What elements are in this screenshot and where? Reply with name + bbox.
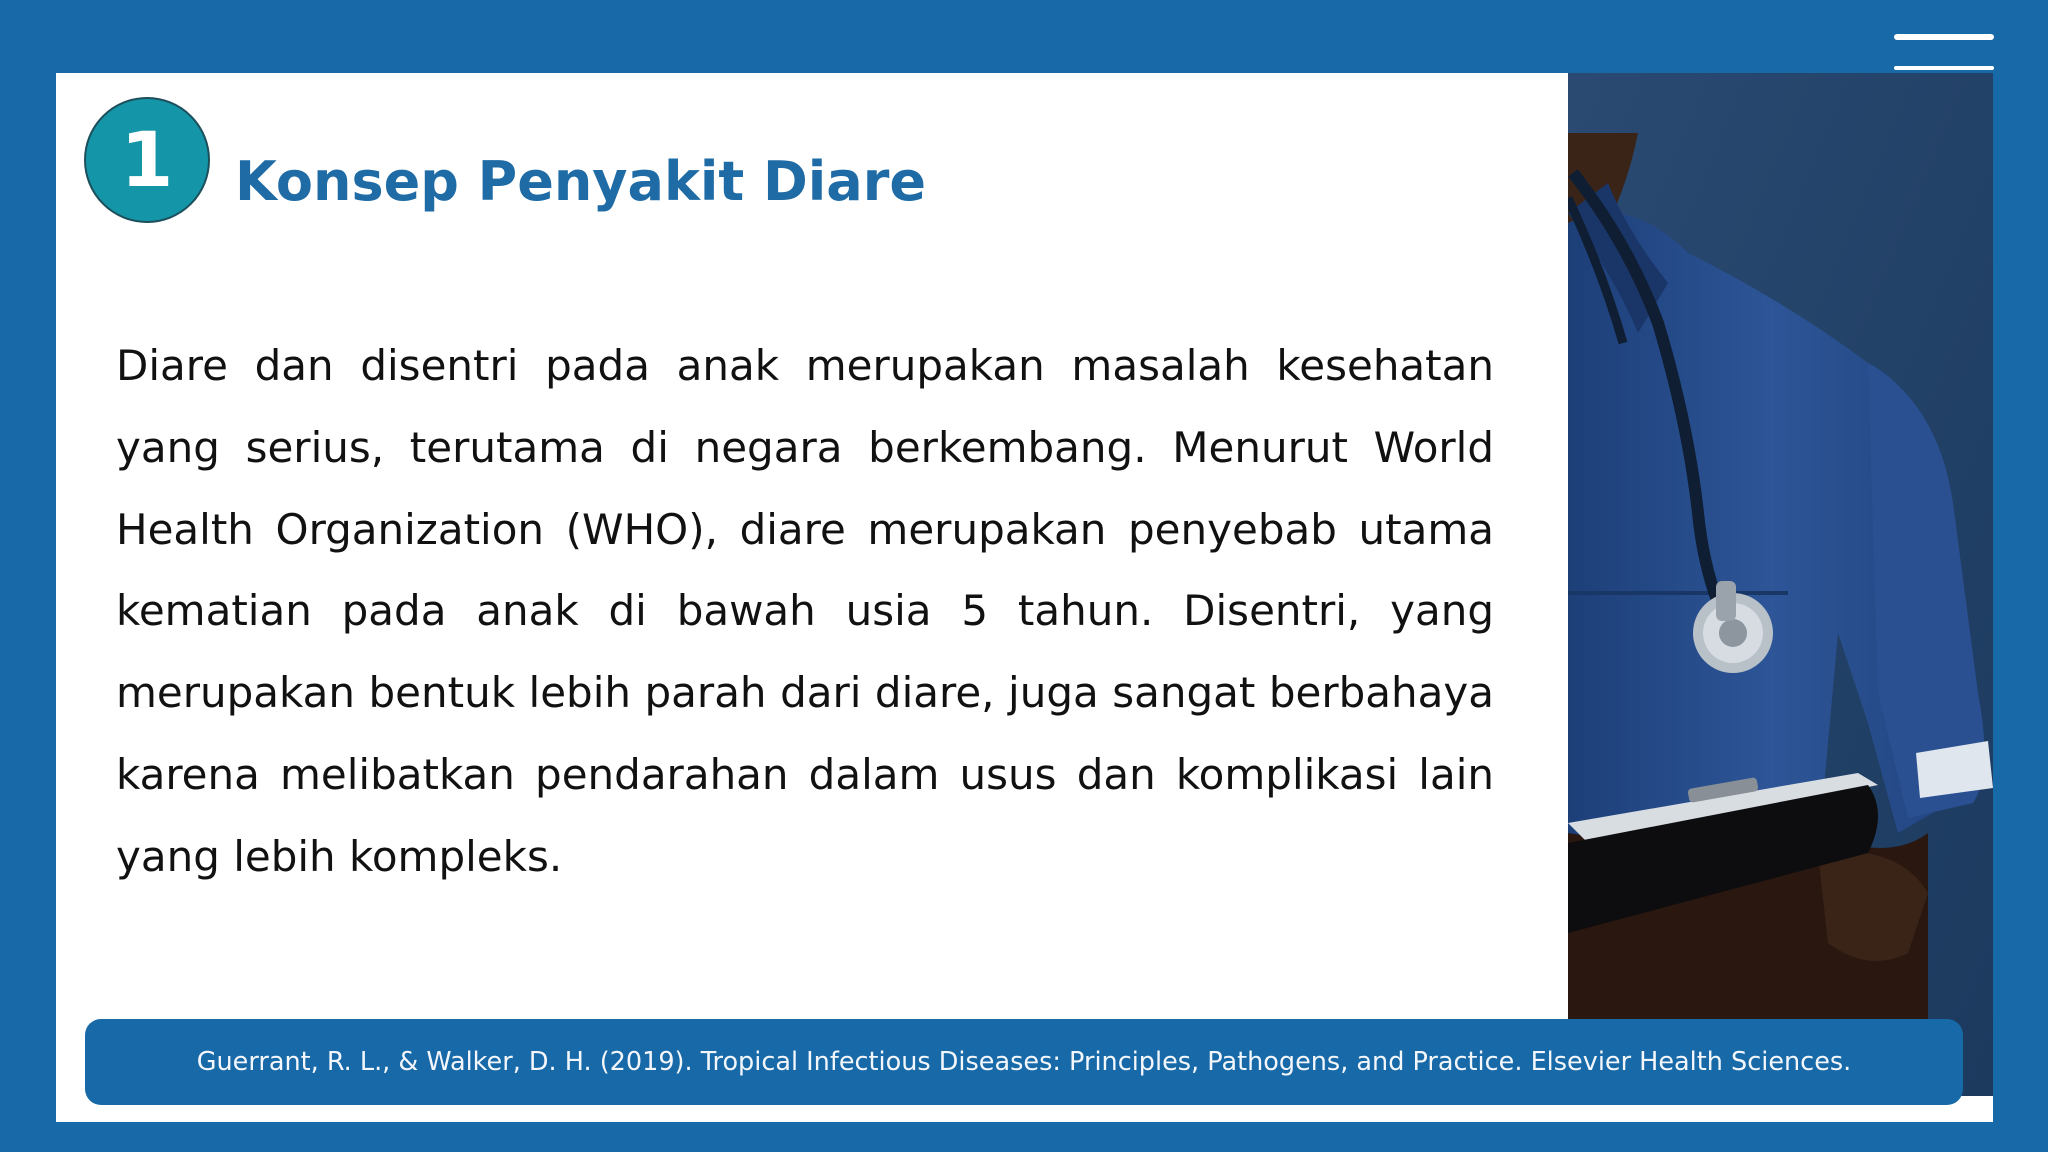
section-number-badge: 1 xyxy=(84,97,210,223)
citation-bar xyxy=(85,1019,1963,1105)
body-paragraph: Diare dan disentri pada anak merupakan masalah kesehatan yang serius, terutama di negara berkembang. Menurut World Health Organization (WHO), diare merupakan penyebab utama kematian pada anak di bawah usia 5 tahun. Disentri, yang merupakan bentuk lebih parah dari diare, juga sangat berbahaya karena melibatkan pendarahan dalam usus dan komplikasi lain yang lebih kompleks. xyxy=(116,341,1494,881)
hamburger-menu-icon[interactable] xyxy=(1894,34,1994,74)
doctor-photo xyxy=(1568,73,1993,1096)
citation-text: Guerrant, R. L., & Walker, D. H. (2019). Tropical Infectious Diseases: Principles, Pathogens, and Practice. Elsevier Health Sciences. xyxy=(196,1047,1852,1077)
slide-title: Konsep Penyakit Diare xyxy=(235,150,927,213)
